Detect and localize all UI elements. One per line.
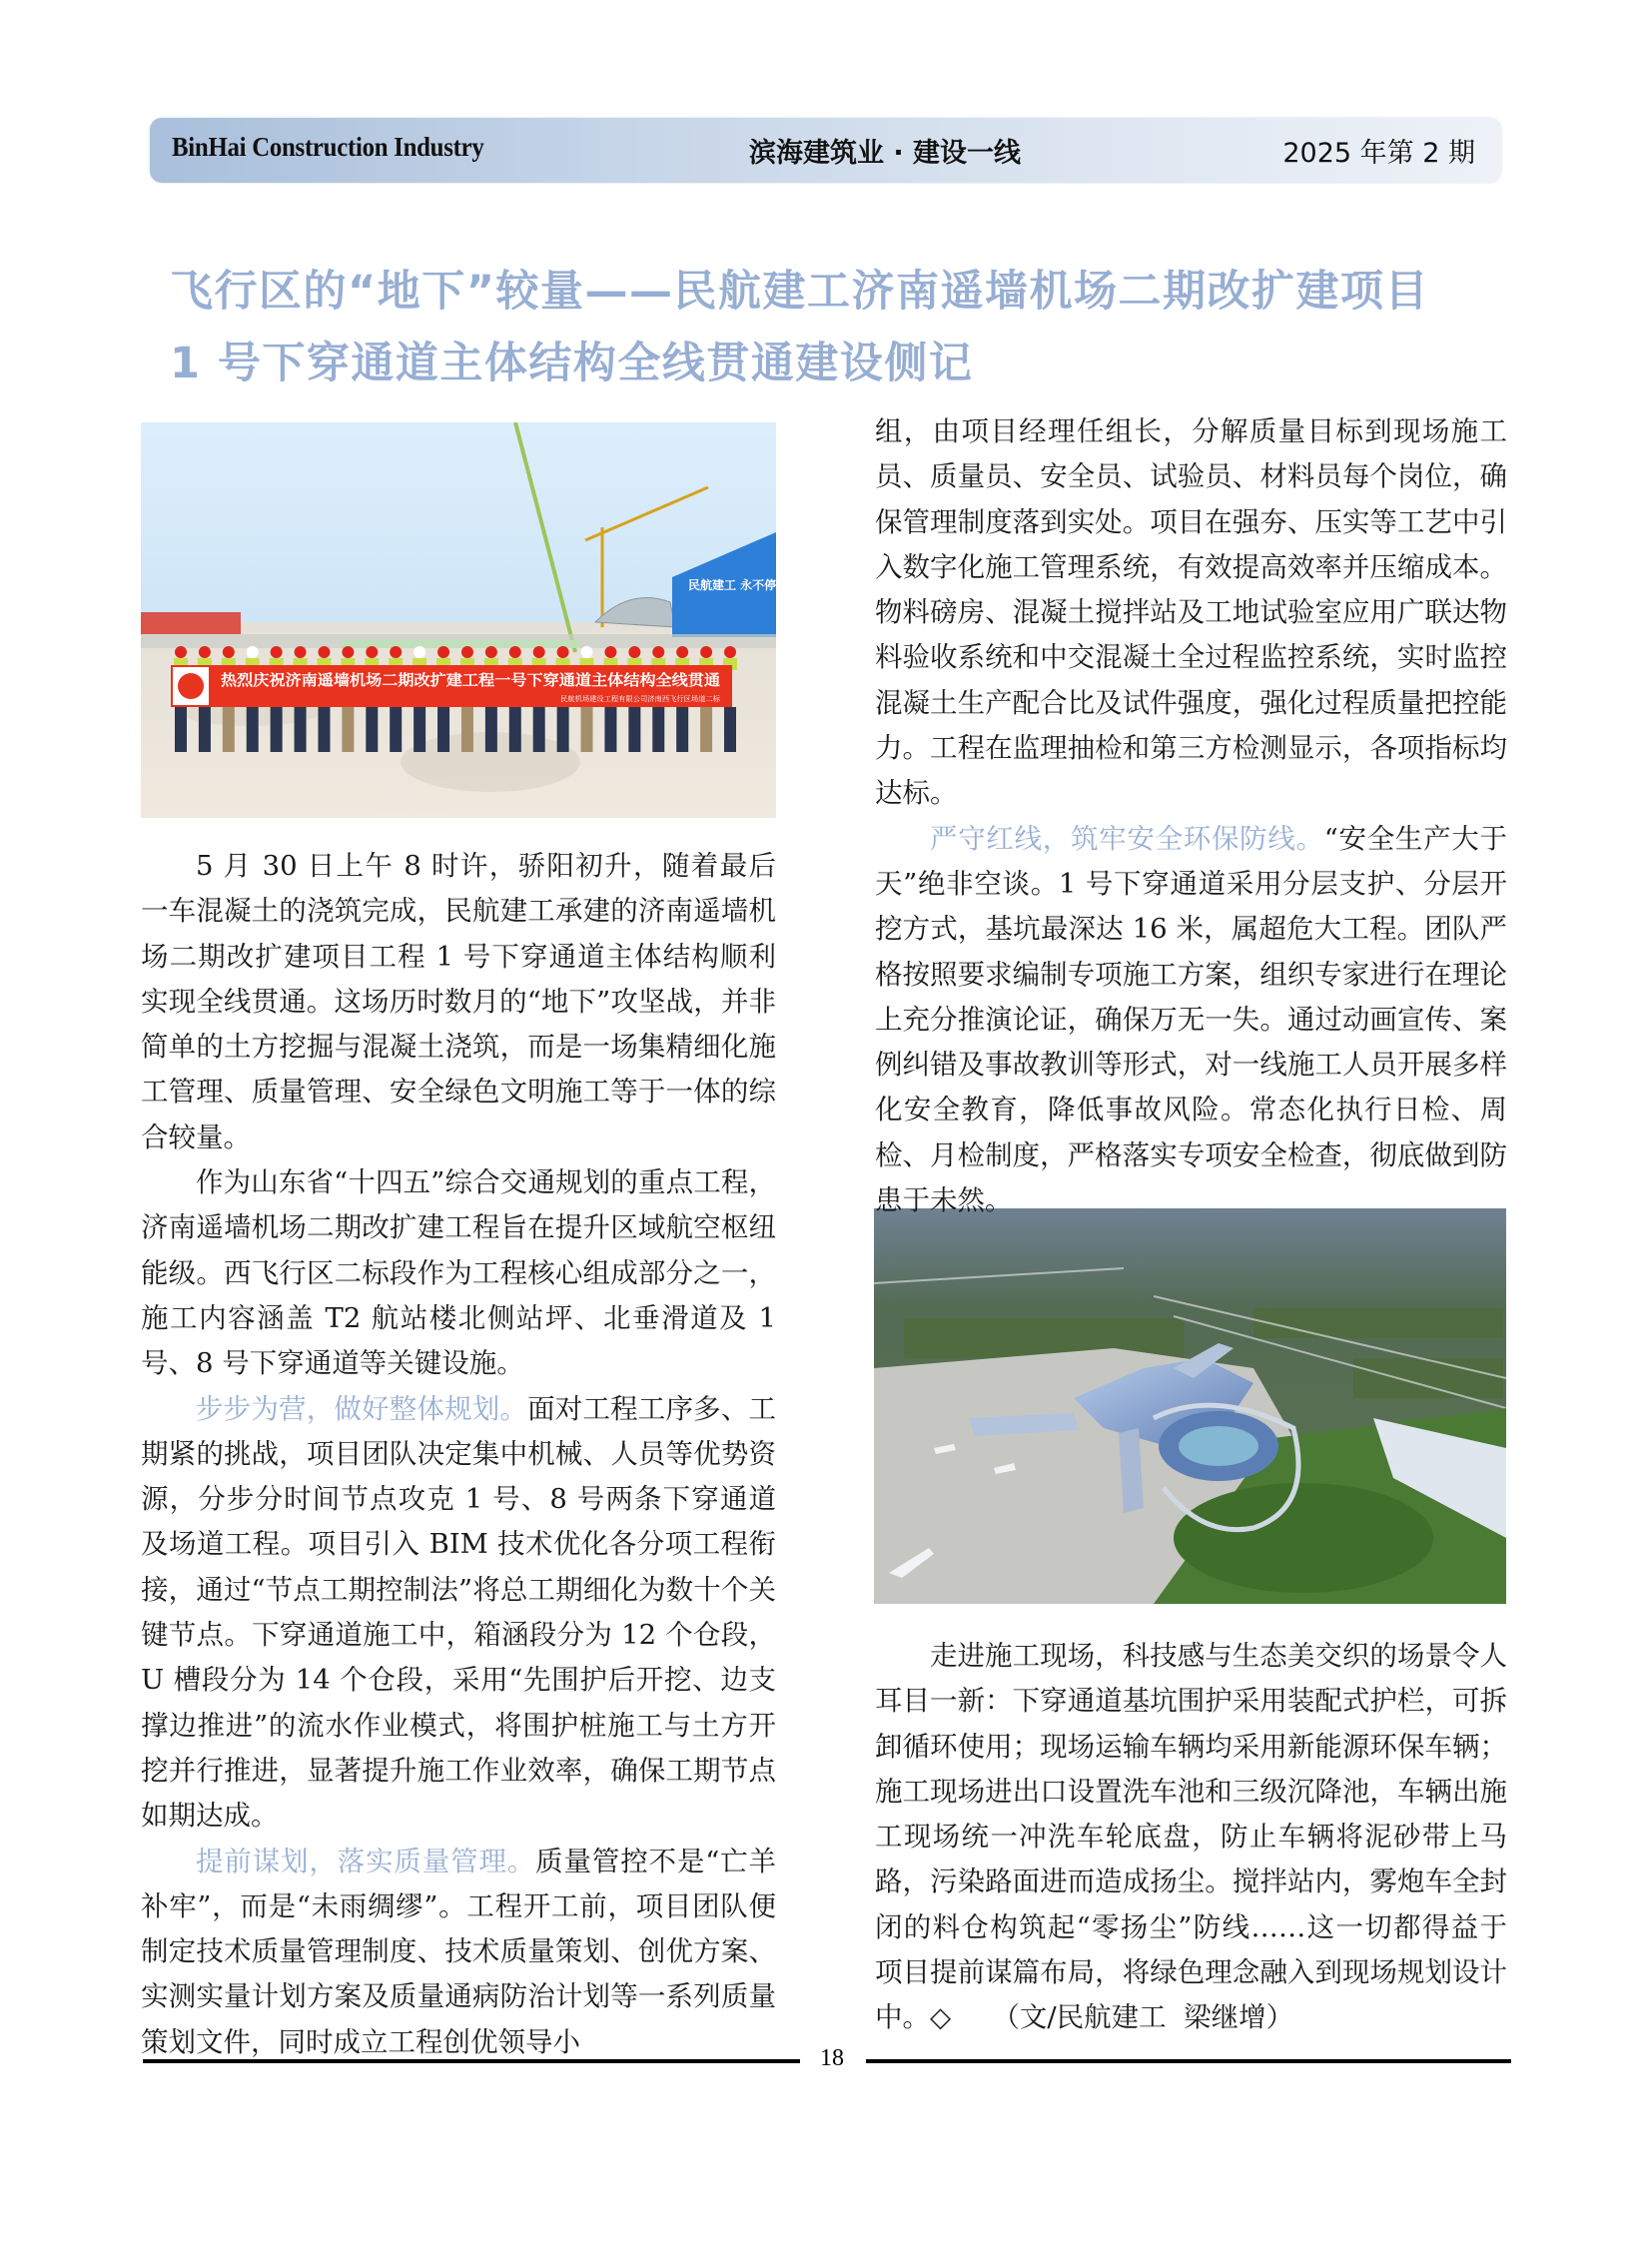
article-title-line1: 飞行区的“地下”较量——民航建工济南遥墙机场二期改扩建项目 [170, 267, 1430, 317]
footer-rule-left [143, 2059, 800, 2063]
section-lead-highlight: 提前谋划，落实质量管理。 [196, 1845, 536, 1877]
site-fence [141, 612, 241, 634]
hard-hat-icon [295, 646, 307, 658]
svg-text:热烈庆祝济南遥墙机场二期改扩建工程一号下穿通道主体结构全线贯: 热烈庆祝济南遥墙机场二期改扩建工程一号下穿通道主体结构全线贯通 [221, 671, 720, 689]
hard-hat-icon [271, 646, 283, 658]
hard-hat-icon [485, 646, 497, 658]
paragraph-text: 质量管控不是“亡羊补牢”，而是“未雨绸缪”。工程开工前，项目团队便制定技术质量管理制度、技术质量策划、创优方案、实测实量计划方案及质量通病防治计划等一系列质量策划文件，同时成立工程创优领导小 [141, 1845, 777, 2058]
hard-hat-icon [390, 646, 402, 658]
hard-hat-icon [342, 646, 354, 658]
article-paragraph [875, 409, 1507, 817]
hard-hat-icon [533, 646, 545, 658]
paragraph-text: 面对工程工序多、工期紧的挑战，项目团队决定集中机械、人员等优势资源，分步分时间节点攻克 1 号、8 号两条下穿通道及场道工程。项目引入 BIM 技术优化各分项工程衔接，通过“节点工期控制法”将总工期细化为数十个关键节点。下穿通道施工中，箱涵段分为 12 个仓段，U 槽段分为 14 个仓段，采用“先围护后开挖、边支撑边推进”的流水作业模式，将围护桩施工与土方开挖并行推进，显著提升施工作业效率，确保工期节点如期达成。 [141, 1392, 777, 1833]
celebration-banner [171, 665, 732, 707]
article-paragraph [141, 1840, 776, 2065]
publication-name: BinHai Construction Industry [172, 132, 484, 162]
paragraph-text: “安全生产大于天”绝非空谈。1 号下穿通道采用分层支护、分层开挖方式，基坑最深达 16 米，属超危大工程。团队严格按照要求编制专项施工方案，组织专家进行在理论上充分推演论证，确保万无一失。通过动画宣传、案例纠错及事故教训等形式，对一线施工人员开展多样化安全教育，降低事故风险。常态化执行日检、周检、月检制度，严格落实专项安全检查，彻底做到防患于未然。 [875, 822, 1508, 1217]
article-paragraph [141, 1160, 776, 1386]
photo-airport-rendering [874, 1208, 1506, 1604]
left-column [141, 844, 776, 2065]
photo-team-banner [141, 422, 776, 818]
author-byline: （文/民航建工 梁继增） [1006, 2001, 1294, 2034]
hard-hat-icon [247, 646, 259, 658]
right-column-upper [875, 409, 1507, 1223]
article-paragraph [875, 817, 1507, 1224]
svg-text:民航机场建设工程有限公司济南西飞行区场道二标: 民航机场建设工程有限公司济南西飞行区场道二标 [560, 695, 714, 703]
article-paragraph [141, 844, 776, 1160]
section-lead-highlight: 严守红线，筑牢安全环保防线。 [930, 822, 1324, 855]
footer-rule-right [866, 2059, 1511, 2063]
hard-hat-icon [413, 646, 425, 658]
hard-hat-icon [581, 646, 593, 658]
svg-text:民航建工 永不停: 民航建工 永不停 [688, 578, 776, 592]
article-paragraph [141, 1387, 776, 1840]
hard-hat-icon [461, 646, 473, 658]
paragraph-text: 5 月 30 日上午 8 时许，骄阳初升，随着最后一车混凝土的浇筑完成，民航建工承建的济南遥墙机场二期改扩建项目工程 1 号下穿通道主体结构顺利实现全线贯通。这场历时数月的“地下”攻坚战，并非简单的土方挖掘与混凝土浇筑，而是一场集精细化施工管理、质量管理、安全绿色文明施工等于一体的综合较量。 [141, 850, 776, 1153]
hard-hat-icon [509, 646, 521, 658]
hard-hat-icon [175, 646, 187, 658]
hard-hat-icon [557, 646, 569, 658]
issue-number: 2025 年第 2 期 [1282, 138, 1475, 169]
paragraph-text: 走进施工现场，科技感与生态美交织的场景令人耳目一新：下穿通道基坑围护采用装配式护栏，可拆卸循环使用；现场运输车辆均采用新能源环保车辆；施工现场进出口设置洗车池和三级沉降池，车辆出施工现场统一冲洗车轮底盘，防止车辆将泥砂带上马路，污染路面进而造成扬尘。搅拌站内，雾炮车全封闭的料仓构筑起“零扬尘”防线……这一切都得益于项目提前谋篇布局，将绿色理念融入到现场规划设计中。◇ [875, 1640, 1507, 2034]
hard-hat-icon [676, 646, 688, 658]
hard-hat-icon [724, 646, 736, 658]
hard-hat-icon [318, 646, 330, 658]
page-number: 18 [820, 2045, 844, 2071]
hard-hat-icon [366, 646, 378, 658]
running-header [150, 118, 1501, 183]
hard-hat-icon [437, 646, 449, 658]
right-column-lower [875, 1634, 1507, 2041]
hard-hat-icon [700, 646, 712, 658]
section-name: 滨海建筑业 · 建设一线 [749, 138, 1022, 169]
paragraph-text: 组，由项目经理任组长，分解质量目标到现场施工员、质量员、安全员、试验员、材料员每个岗位，确保管理制度落到实处。项目在强夯、压实等工艺中引入数字化施工管理系统，有效提高效率并压缩成本。物料磅房、混凝土搅拌站及工地试验室应用广联达物料验收系统和中交混凝土全过程监控系统，实时监控混凝土生产配合比及试件强度，强化过程质量把控能力。工程在监理抽检和第三方检测显示，各项指标均达标。 [875, 415, 1507, 810]
section-lead-highlight: 步步为营，做好整体规划。 [196, 1392, 528, 1425]
hard-hat-icon [223, 646, 235, 658]
hard-hat-icon [652, 646, 664, 658]
hard-hat-icon [199, 646, 211, 658]
paragraph-text: 作为山东省“十四五”综合交通规划的重点工程，济南遥墙机场二期改扩建工程旨在提升区域航空枢纽能级。西飞行区二标段作为工程核心组成部分之一，施工内容涵盖 T2 航站楼北侧站坪、北垂滑道及 1 号、8 号下穿通道等关键设施。 [141, 1166, 776, 1380]
article-title-line2: 1 号下穿通道主体结构全线贯通建设侧记 [170, 339, 974, 388]
hard-hat-icon [604, 646, 616, 658]
article-paragraph [875, 1634, 1507, 2041]
hard-hat-icon [628, 646, 640, 658]
